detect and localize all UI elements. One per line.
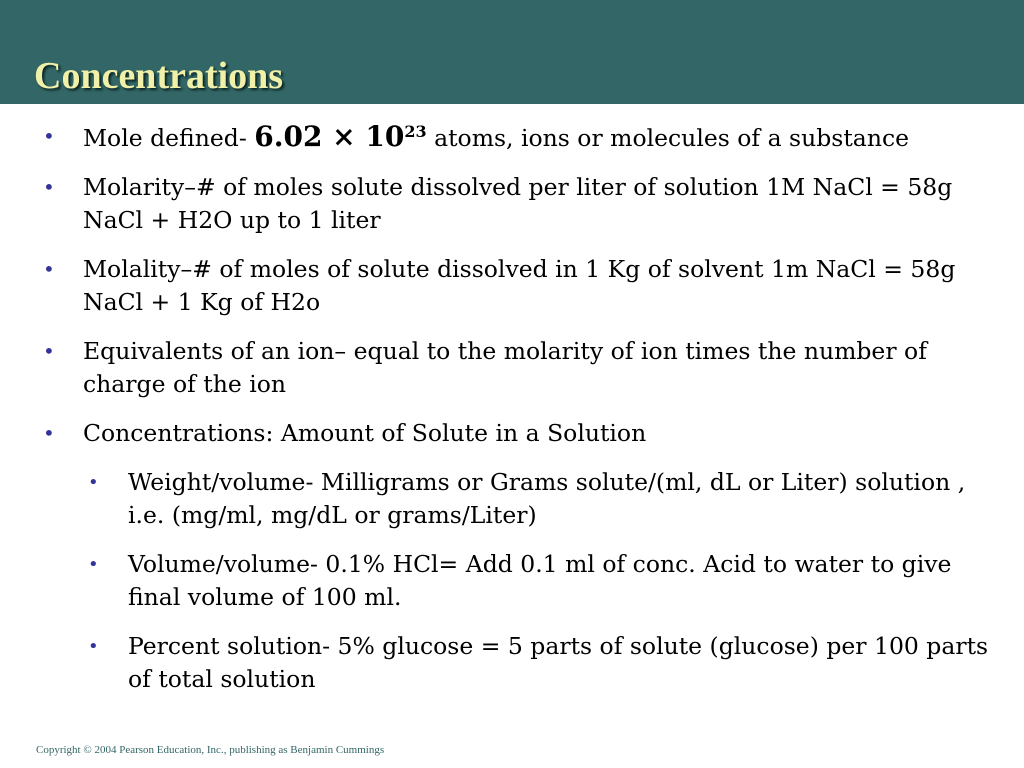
concentrations-label: Concentrations: Amount of Solute in a Solution [83, 419, 647, 447]
avogadro-exponent: 23 [404, 122, 427, 142]
bullet-equivalents: • Equivalents of an ion– equal to the molarity of ion times the number of charge of the ion [40, 335, 1000, 401]
sub-bullet-list [85, 466, 1000, 696]
mole-suffix: atoms, ions or molecules of a substance [426, 124, 910, 152]
title-bar [0, 0, 1024, 104]
bullet-mole [40, 120, 1000, 155]
bullet-molarity: • Molarity–# of moles solute dissolved per liter of solution 1M NaCl = 58g NaCl + H2O up to 1 liter [40, 171, 1000, 237]
slide-title: Concentrations [34, 55, 284, 97]
slide-content [40, 120, 1000, 712]
bullet-list [40, 120, 1000, 450]
sub-bullet-weight-volume: • Weight/volume- Milligrams or Grams solute/(ml, dL or Liter) solution , i.e. (mg/ml, mg/dL or grams/Liter) [85, 466, 1000, 532]
sub-bullet-volume-volume: • Volume/volume- 0.1% HCl= Add 0.1 ml of conc. Acid to water to give final volume of 100 ml. [85, 548, 1000, 614]
copyright-footer: Copyright © 2004 Pearson Education, Inc., publishing as Benjamin Cummings [36, 744, 385, 756]
mole-prefix: Mole defined- [83, 124, 255, 152]
bullet-concentrations [40, 417, 1000, 450]
avogadro-number: 6.02 × 10 [254, 120, 405, 153]
bullet-molality: • Molality–# of moles of solute dissolved in 1 Kg of solvent 1m NaCl = 58g NaCl + 1 Kg of H2o [40, 253, 1000, 319]
sub-bullet-percent-solution: • Percent solution- 5% glucose = 5 parts of solute (glucose) per 100 parts of total solution [85, 630, 1000, 696]
